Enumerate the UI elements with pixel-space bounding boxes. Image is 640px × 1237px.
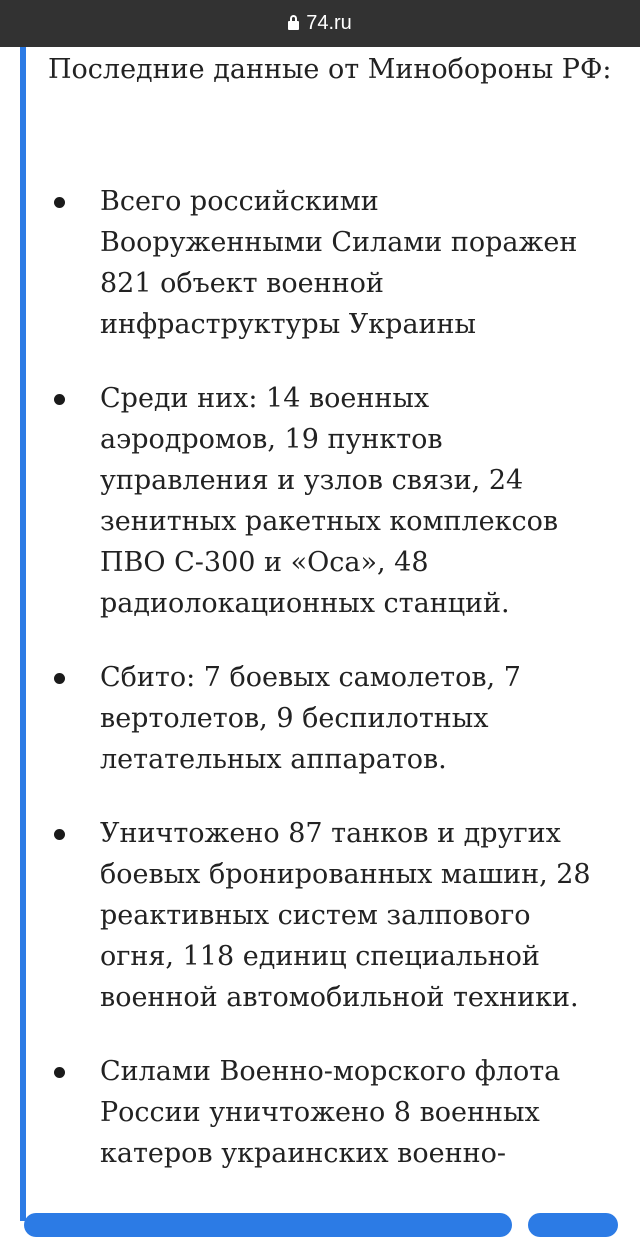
- list-item: [48, 378, 608, 624]
- bullet-dot: [54, 673, 65, 684]
- list-item: [48, 1051, 608, 1174]
- quote-intro: Последние данные от Минобороны РФ:: [48, 54, 612, 85]
- list-item-text: Сбито: 7 боевых самолетов, 7 вертолетов, 9 беспилотных летательных аппаратов.: [100, 662, 521, 775]
- bullet-dot: [54, 829, 65, 840]
- bullet-dot: [54, 1067, 65, 1078]
- list-item: [48, 813, 608, 1018]
- bottom-action-button[interactable]: [24, 1213, 512, 1237]
- bullet-list: [48, 181, 608, 1207]
- article-quote-block: [0, 47, 640, 1221]
- list-item: [48, 657, 608, 780]
- list-item: [48, 181, 608, 345]
- list-item-text: Среди них: 14 военных аэродромов, 19 пунктов управления и узлов связи, 24 зенитных ракетных комплексов ПВО С-300 и «Оса», 48 радиолокационных станций.: [100, 383, 559, 619]
- browser-address-bar[interactable]: [0, 0, 640, 47]
- bottom-secondary-button[interactable]: [528, 1213, 618, 1237]
- bullet-dot: [54, 197, 65, 208]
- lock-icon: [288, 21, 299, 30]
- quote-accent-line: [20, 47, 26, 1221]
- list-item-text: Силами Военно-морского флота России уничтожено 8 военных катеров украинских военно-: [100, 1056, 561, 1169]
- list-item-text: Уничтожено 87 танков и других боевых бронированных машин, 28 реактивных систем залпового огня, 118 единиц специальной военной автомобильной техники.: [100, 818, 591, 1013]
- url-text[interactable]: 74.ru: [306, 12, 352, 34]
- bullet-dot: [54, 394, 65, 405]
- list-item-text: Всего российскими Вооруженными Силами поражен 821 объект военной инфраструктуры Украины: [100, 186, 578, 340]
